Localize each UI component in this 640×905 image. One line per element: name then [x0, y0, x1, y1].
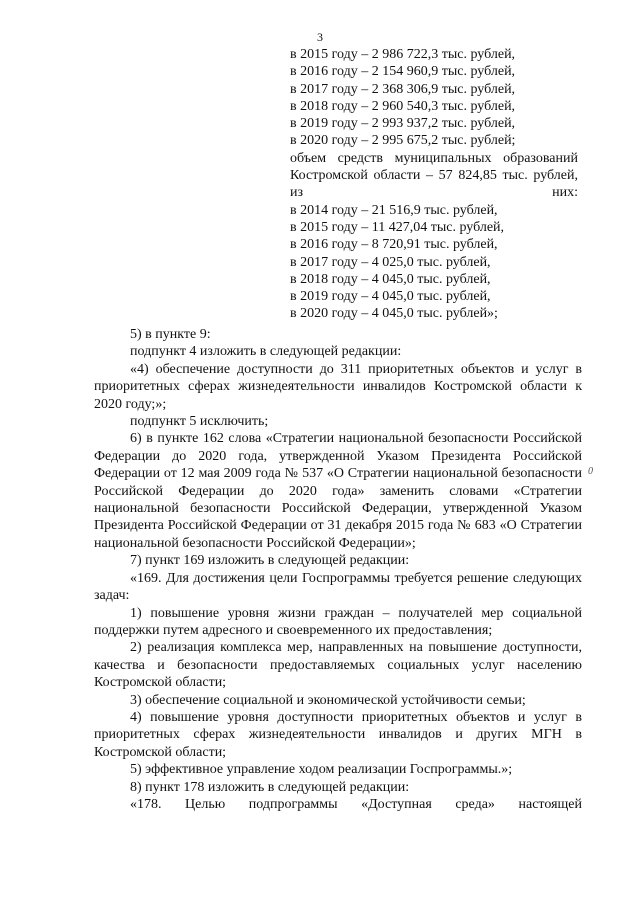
- paragraph: «178. Целью подпрограммы «Доступная среда» настоящей: [130, 796, 582, 812]
- paragraph: 2) реализация комплекса мер, направленных на повышение доступности, качества и безопасности предоставляемых социальных услуг населению Костромской области;: [94, 640, 582, 691]
- funding-line: в 2016 году – 2 154 960,9 тыс. рублей,: [290, 64, 516, 80]
- paragraph: 7) пункт 169 изложить в следующей редакции:: [130, 553, 410, 569]
- paragraph: «4) обеспечение доступности до 311 приоритетных объектов и услуг в приоритетных сферах жизнедеятельности инвалидов Костромской области к 2020 году;»;: [94, 361, 582, 412]
- funding-column: [290, 46, 578, 323]
- document-body: [94, 326, 582, 813]
- paragraph: 3) обеспечение социальной и экономической устойчивости семьи;: [130, 692, 526, 708]
- paragraph: подпункт 4 изложить в следующей редакции:: [130, 344, 402, 360]
- funding-line: в 2017 году – 2 368 306,9 тыс. рублей,: [290, 81, 516, 97]
- funding-line: в 2020 году – 4 045,0 тыс. рублей»;: [290, 306, 498, 322]
- funding-line: в 2019 году – 4 045,0 тыс. рублей,: [290, 289, 491, 305]
- funding-line: в 2019 году – 2 993 937,2 тыс. рублей,: [290, 116, 516, 132]
- funding-line: в 2014 году – 21 516,9 тыс. рублей,: [290, 202, 498, 218]
- paragraph: 4) повышение уровня доступности приоритетных объектов и услуг в приоритетных сферах жизнедеятельности инвалидов и других МГН в Костромской области;: [94, 709, 582, 760]
- paragraph: 5) эффективное управление ходом реализации Госпрограммы.»;: [130, 762, 513, 778]
- funding-line: в 2018 году – 2 960 540,3 тыс. рублей,: [290, 98, 516, 114]
- municipal-heading: объем средств муниципальных образований Костромской области – 57 824,85 тыс. рублей, из них:: [290, 150, 578, 201]
- paragraph: 8) пункт 178 изложить в следующей редакции:: [130, 779, 410, 795]
- paragraph: 1) повышение уровня жизни граждан – получателей мер социальной поддержки путем адресного и своевременного их предоставления;: [94, 605, 582, 638]
- paragraph: 6) в пункте 162 слова «Стратегии национальной безопасности Российской Федерации до 2020 года, утвержденной Указом Президента Российской Федерации от 12 мая 2009 года № 537 «О Стратегии национальной безопасности Российской Федерации до 2020 года» заменить словами «Стратегии национальной безопасности Российской Федерации, утвержденной Указом Президента Российской Федерации от 31 декабря 2015 года № 683 «О Стратегии национальной безопасности Российской Федерации»;: [94, 431, 582, 551]
- funding-line: в 2018 году – 4 045,0 тыс. рублей,: [290, 271, 491, 287]
- paragraph: «169. Для достижения цели Госпрограммы требуется решение следующих задач:: [94, 570, 582, 604]
- funding-line: в 2017 году – 4 025,0 тыс. рублей,: [290, 254, 491, 270]
- funding-line: в 2015 году – 2 986 722,3 тыс. рублей,: [290, 47, 516, 62]
- page-number: 3: [317, 30, 323, 44]
- funding-line: в 2016 году – 8 720,91 тыс. рублей,: [290, 237, 498, 253]
- paragraph: подпункт 5 исключить;: [130, 414, 269, 430]
- funding-line: в 2015 году – 11 427,04 тыс. рублей,: [290, 219, 505, 235]
- margin-mark: 0: [588, 466, 593, 477]
- paragraph: 5) в пункте 9:: [130, 327, 211, 342]
- funding-line: в 2020 году – 2 995 675,2 тыс. рублей;: [290, 133, 516, 149]
